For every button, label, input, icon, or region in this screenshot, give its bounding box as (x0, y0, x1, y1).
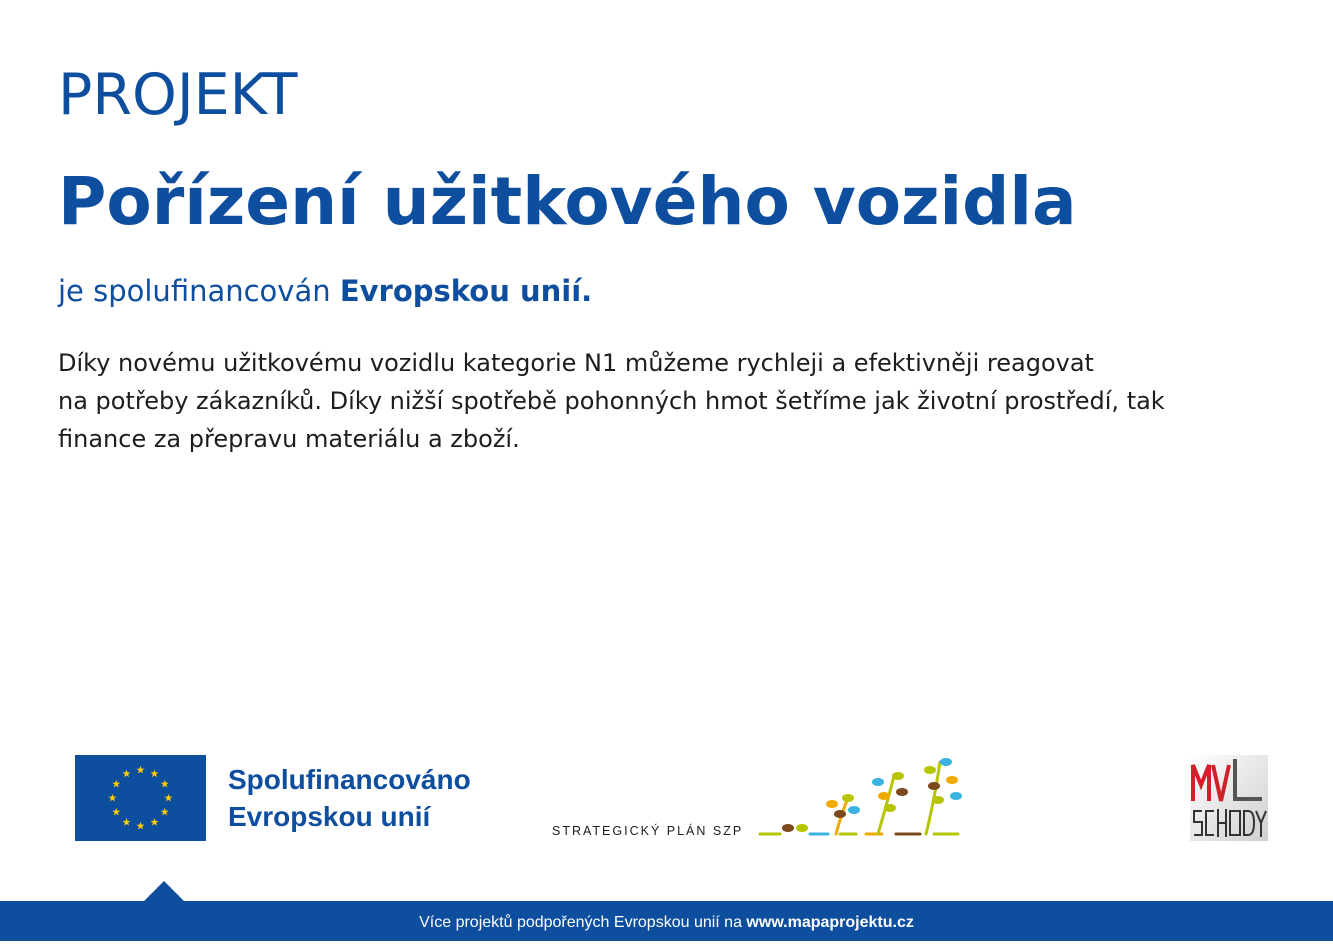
strategic-plan-szp-logo (552, 752, 972, 842)
description-line: na potřeby zákazníků. Díky nižší spotřebě pohonných hmot šetříme jak životní prostředí, tak (58, 387, 1165, 415)
eu-logo-text (228, 761, 471, 835)
eu-cofinanced-logo (75, 755, 471, 841)
footer-notch (144, 881, 184, 901)
eu-logo-line2: Evropskou unií (228, 801, 431, 832)
project-kicker: PROJEKT (58, 62, 298, 128)
szp-plants-icon (758, 752, 972, 842)
mv-schody-logo (1190, 755, 1268, 841)
cofinanced-subtitle (58, 274, 592, 308)
footer-text: Více projektů podpořených Evropskou unií na (419, 914, 747, 931)
eu-flag-icon (75, 755, 206, 841)
description-line: Díky novému užitkovému vozidlu kategorie N1 můžeme rychleji a efektivněji reagovat (58, 349, 1094, 377)
footer-link[interactable]: www.mapaprojektu.cz (746, 914, 914, 931)
project-description (58, 344, 1165, 458)
footer-bar (0, 901, 1333, 941)
eu-logo-line1: Spolufinancováno (228, 764, 471, 795)
subtitle-bold: Evropskou unií. (339, 274, 593, 308)
subtitle-prefix: je spolufinancován (58, 274, 340, 308)
description-line: finance za přepravu materiálu a zboží. (58, 425, 520, 453)
project-title: Pořízení užitkového vozidla (58, 163, 1077, 240)
szp-label: STRATEGICKÝ PLÁN SZP (552, 824, 744, 838)
